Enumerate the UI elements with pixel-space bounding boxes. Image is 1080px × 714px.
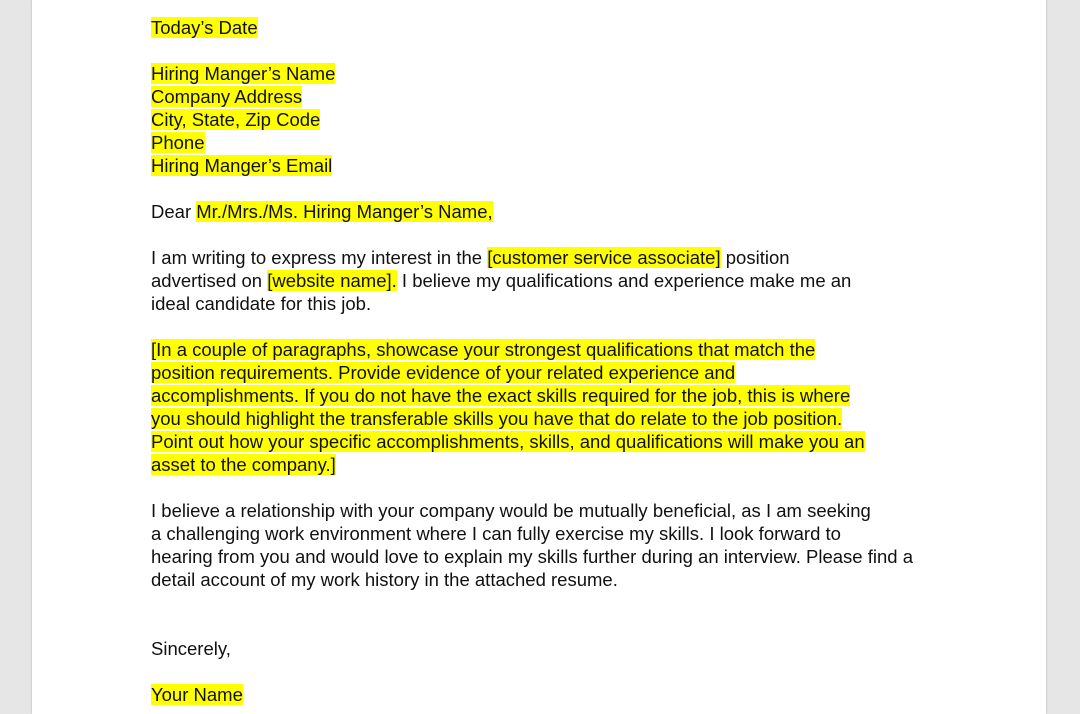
website-placeholder: [website name]. xyxy=(267,270,397,291)
salutation-prefix: Dear xyxy=(151,201,197,222)
recipient-phone: Phone xyxy=(151,132,205,153)
date-text: Today’s Date xyxy=(151,17,258,38)
position-placeholder: [customer service associate] xyxy=(487,247,721,268)
signature-name: Your Name xyxy=(151,684,243,705)
salutation xyxy=(151,200,951,223)
qualifications-placeholder-paragraph xyxy=(151,338,951,476)
date-block xyxy=(151,16,951,39)
signoff-text: Sincerely, xyxy=(151,638,231,659)
signature xyxy=(151,683,951,706)
closing-line-3: hearing from you and would love to explain my skills further during an interview. Please find a xyxy=(151,546,913,567)
signoff xyxy=(151,637,951,660)
document-page xyxy=(32,0,1046,714)
salutation-name: Mr./Mrs./Ms. Hiring Manger’s Name, xyxy=(196,201,493,222)
intro-line-1b: position xyxy=(720,247,790,268)
placeholder-line-4: you should highlight the transferable skills you have that do relate to the job position. xyxy=(151,408,843,429)
placeholder-line-3: accomplishments. If you do not have the exact skills required for the job, this is where xyxy=(151,385,851,406)
placeholder-line-5: Point out how your specific accomplishments, skills, and qualifications will make you an xyxy=(151,431,865,452)
closing-line-2: a challenging work environment where I can fully exercise my skills. I look forward to xyxy=(151,523,841,544)
intro-paragraph xyxy=(151,246,951,315)
placeholder-line-6: asset to the company.] xyxy=(151,454,336,475)
intro-line-2b: I believe my qualifications and experience make me an xyxy=(396,270,852,291)
placeholder-line-1: [In a couple of paragraphs, showcase your strongest qualifications that match the xyxy=(151,339,816,360)
recipient-name: Hiring Manger’s Name xyxy=(151,63,336,84)
intro-line-2a: advertised on xyxy=(151,270,268,291)
closing-line-1: I believe a relationship with your company would be mutually beneficial, as I am seeking xyxy=(151,500,871,521)
recipient-email: Hiring Manger’s Email xyxy=(151,155,333,176)
closing-paragraph xyxy=(151,499,951,591)
letter-body xyxy=(151,16,951,706)
recipient-block xyxy=(151,62,951,177)
recipient-city-state-zip: City, State, Zip Code xyxy=(151,109,321,130)
intro-line-3: ideal candidate for this job. xyxy=(151,293,372,314)
intro-line-1a: I am writing to express my interest in the xyxy=(151,247,488,268)
placeholder-line-2: position requirements. Provide evidence of your related experience and xyxy=(151,362,736,383)
closing-line-4: detail account of my work history in the attached resume. xyxy=(151,569,618,590)
recipient-company-address: Company Address xyxy=(151,86,303,107)
